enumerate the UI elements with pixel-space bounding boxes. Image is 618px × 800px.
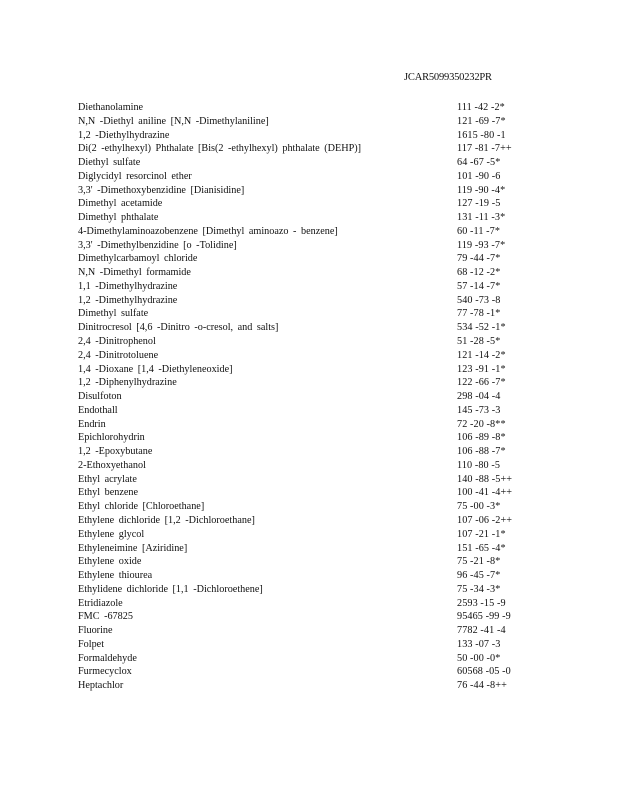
chemical-name: Diglycidyl resorcinol ether [78,170,192,182]
chemical-name: Ethyl benzene [78,487,138,499]
chemical-name: Formaldehyde [78,652,137,664]
list-item [78,555,508,569]
chemical-name: Heptachlor [78,680,124,692]
cas-number: 107 -06 -2++ [457,514,513,526]
list-item [78,542,508,556]
cas-number: 64 -67 -5* [457,157,501,169]
cas-number: 127 -19 -5 [457,198,501,210]
list-item [78,679,508,693]
list-item [78,376,508,390]
cas-number: 75 -34 -3* [457,583,501,595]
cas-number: 96 -45 -7* [457,570,501,582]
list-item [78,321,508,335]
cas-number: 121 -14 -2* [457,349,506,361]
cas-number: 123 -91 -1* [457,363,506,375]
chemical-name: Endothall [78,404,118,416]
cas-number: 107 -21 -1* [457,528,506,540]
list-item [78,184,508,198]
document-id: JCAR5099350232PR [404,72,492,83]
cas-number: 100 -41 -4++ [457,487,513,499]
list-item [78,652,508,666]
cas-number: 51 -28 -5* [457,336,501,348]
list-item [78,638,508,652]
chemical-name: Epichlorohydrin [78,432,145,444]
cas-number: 110 -80 -5 [457,459,501,471]
chemical-name: 2,4 -Dinitrotoluene [78,349,159,361]
list-item [78,156,508,170]
chemical-name: Ethyl chloride [Chloroethane] [78,501,205,513]
list-item [78,335,508,349]
cas-number: 119 -93 -7* [457,239,506,251]
cas-number: 57 -14 -7* [457,280,501,292]
chemical-list [78,101,513,693]
cas-number: 50 -00 -0* [457,652,501,664]
chemical-name: Ethyl acrylate [78,473,137,485]
list-item [78,307,508,321]
list-item [78,583,508,597]
list-item [78,129,508,143]
cas-number: 106 -89 -8* [457,432,506,444]
cas-number: 2593 -15 -9 [457,597,506,609]
cas-number: 540 -73 -8 [457,294,501,306]
chemical-name: Folpet [78,638,105,650]
chemical-name: Ethylene thiourea [78,570,153,582]
chemical-name: 4-Dimethylaminoazobenzene [Dimethyl aminoazo - benzene] [78,225,338,237]
cas-number: 60 -11 -7* [457,225,501,237]
chemical-name: N,N -Diethyl aniline [N,N -Dimethylaniline] [78,115,269,127]
chemical-name: Furmecyclox [78,666,132,678]
chemical-name: Dinitrocresol [4,6 -Dinitro -o-cresol, and salts] [78,322,279,334]
list-item [78,624,508,638]
cas-number: 151 -65 -4* [457,542,506,554]
list-item [78,514,513,528]
chemical-name: 3,3' -Dimethylbenzidine [o -Tolidine] [78,239,237,251]
cas-number: 1615 -80 -1 [457,129,506,141]
list-item [78,418,508,432]
cas-number: 76 -44 -8++ [457,680,507,692]
cas-number: 117 -81 -7++ [457,143,512,155]
list-item [78,431,508,445]
cas-number: 133 -07 -3 [457,638,501,650]
list-item [78,252,508,266]
cas-number: 140 -88 -5++ [457,473,513,485]
chemical-name: 1,2 -Epoxybutane [78,446,153,458]
cas-number: 60568 -05 -0 [457,666,511,678]
chemical-name: Etridiazole [78,597,123,609]
chemical-name: 1,1 -Dimethylhydrazine [78,280,178,292]
chemical-name: 1,4 -Dioxane [1,4 -Diethyleneoxide] [78,363,233,375]
chemical-name: Ethylidene dichloride [1,1 -Dichloroethene] [78,583,263,595]
chemical-name: 1,2 -Diethylhydrazine [78,129,170,141]
chemical-name: 2,4 -Dinitrophenol [78,336,156,348]
list-item [78,665,511,679]
chemical-name: Dimethyl sulfate [78,308,149,320]
list-item [78,390,508,404]
chemical-name: N,N -Dimethyl formamide [78,267,191,279]
cas-number: 79 -44 -7* [457,253,501,265]
cas-number: 106 -88 -7* [457,446,506,458]
chemical-name: Endrin [78,418,106,430]
cas-number: 68 -12 -2* [457,267,501,279]
chemical-name: Diethanolamine [78,102,144,113]
chemical-name: 2-Ethoxyethanol [78,459,146,471]
chemical-name: Ethylene oxide [78,556,142,568]
cas-number: 145 -73 -3 [457,404,501,416]
chemical-name: Dimethyl acetamide [78,198,163,210]
list-item [78,197,508,211]
list-item [78,363,508,377]
list-item [78,445,508,459]
cas-number: 534 -52 -1* [457,322,506,334]
list-item [78,349,508,363]
cas-number: 119 -90 -4* [457,184,506,196]
list-item [78,486,513,500]
list-item [78,597,508,611]
chemical-name: Ethylene glycol [78,528,145,540]
list-item [78,142,512,156]
chemical-name: Disulfoton [78,391,122,403]
list-item [78,459,508,473]
cas-number: 122 -66 -7* [457,377,506,389]
list-item [78,500,508,514]
chemical-name: Di(2 -ethylhexyl) Phthalate [Bis(2 -ethylhexyl) phthalate (DEHP)] [78,143,362,155]
list-item [78,280,508,294]
cas-number: 131 -11 -3* [457,212,506,224]
cas-number: 72 -20 -8** [457,418,506,430]
chemical-name: FMC -67825 [78,611,133,623]
cas-number: 77 -78 -1* [457,308,501,320]
chemical-name: Dimethyl phthalate [78,212,159,224]
cas-number: 111 -42 -2* [457,102,505,113]
cas-number: 121 -69 -7* [457,115,506,127]
chemical-name: 1,2 -Dimethylhydrazine [78,294,178,306]
chemical-name: Ethylene dichloride [1,2 -Dichloroethane] [78,514,255,526]
list-item [78,115,508,129]
list-item [78,610,511,624]
chemical-name: Fluorine [78,625,113,637]
cas-number: 95465 -99 -9 [457,611,511,623]
list-item [78,101,508,115]
list-item [78,569,508,583]
list-item [78,528,508,542]
chemical-name: Ethyleneimine [Aziridine] [78,542,188,554]
cas-number: 101 -90 -6 [457,170,501,182]
chemical-name: Dimethylcarbamoyl chloride [78,253,198,265]
chemical-name: 1,2 -Diphenylhydrazine [78,377,177,389]
cas-number: 298 -04 -4 [457,391,501,403]
cas-number: 75 -21 -8* [457,556,501,568]
cas-number: 7782 -41 -4 [457,625,506,637]
cas-number: 75 -00 -3* [457,501,501,513]
list-item [78,404,508,418]
list-item [78,225,508,239]
chemical-name: 3,3' -Dimethoxybenzidine [Dianisidine] [78,184,245,196]
list-item [78,294,508,308]
list-item [78,266,508,280]
chemical-name: Diethyl sulfate [78,157,141,169]
list-item [78,170,508,184]
list-item [78,473,513,487]
list-item [78,239,508,253]
list-item [78,211,508,225]
